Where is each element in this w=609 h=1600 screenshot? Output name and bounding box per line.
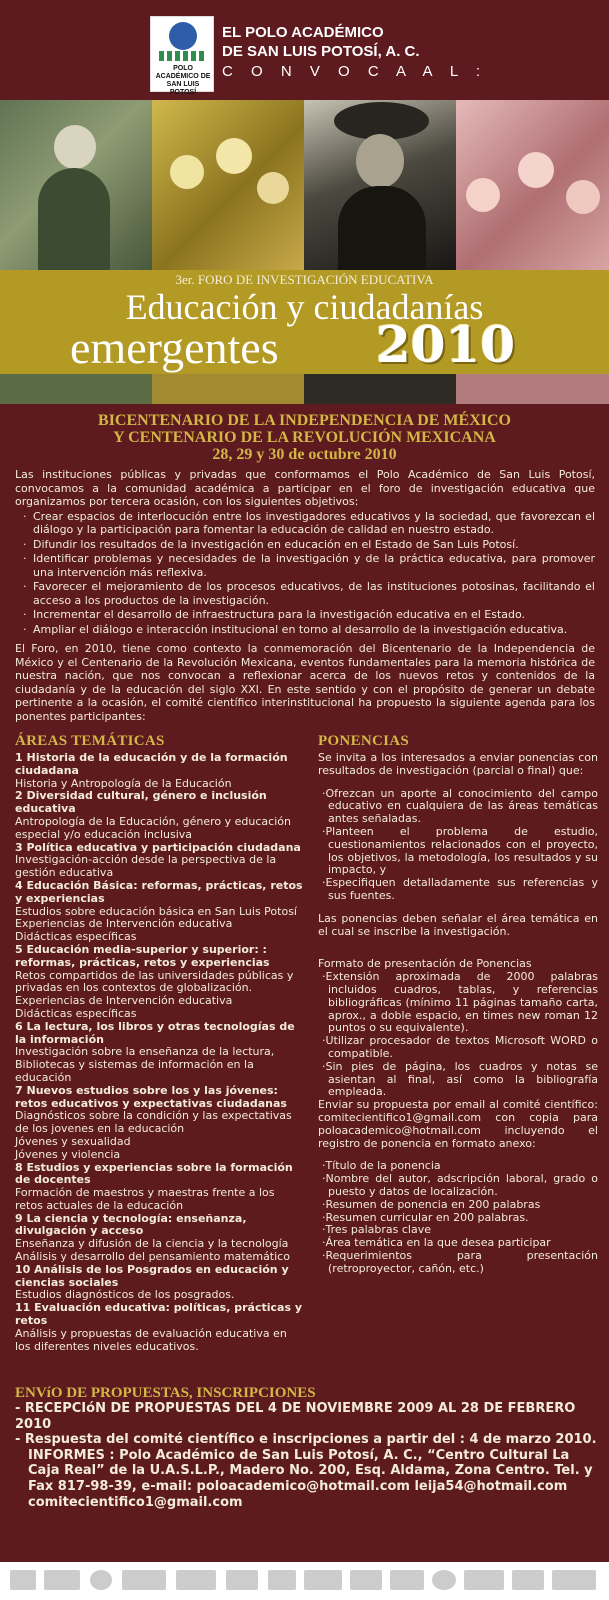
registro-text: Resumen curricular en 200 palabras. — [325, 1210, 529, 1224]
logo-circle-icon — [169, 22, 197, 50]
area-heading: 4 Educación Básica: reformas, prácticas, retos y experiencias — [15, 878, 303, 905]
photo-historic-figure — [0, 100, 152, 270]
formato-item: ·Utilizar procesador de textos Microsoft WORD o compatible. — [322, 1034, 598, 1060]
area-heading: 1 Historia de la educación y de la formación ciudadana — [15, 751, 288, 777]
area-heading: 11 Evaluación educativa: políticas, prácticas y retos — [15, 1301, 302, 1328]
area-subtopic: Enseñanza y difusión de la ciencia y la tecnología — [15, 1237, 289, 1251]
title-year: 2010 — [376, 315, 516, 374]
formato-text: Sin pies de página, los cuadros y notas se asientan al final, así como la bibliografía empleada. — [325, 1059, 598, 1099]
ponencias-title: PONENCIAS — [318, 733, 410, 749]
areas-title: ÁREAS TEMÁTICAS — [15, 733, 165, 749]
requirement-text: Ofrezcan un aporte al conocimiento del campo educativo en cualquiera de las áreas temáticas antes señaladas. — [325, 786, 598, 826]
objective-item: · Crear espacios de interlocución entre los investigadores educativos y la sociedad, que favorezcan el diálogo y la participación para fomentar la educación de calidad en nuestro estado. — [23, 510, 595, 537]
event-dates: 28, 29 y 30 de octubre 2010 — [212, 446, 397, 463]
sponsor-logo — [122, 1570, 166, 1590]
ponencia-requirement: ·Especifiquen detalladamente sus referencias y sus fuentes. — [322, 876, 598, 902]
area-heading: 7 Nuevos estudios sobre los y las jóvenes: retos educativos y expectativas ciudadanas — [15, 1083, 287, 1110]
intro-paragraph: Las instituciones públicas y privadas que conformamos el Polo Académico de San Luis Potosí, convocamos a la comunidad académica a participar en el foro de investigación educativa que organizamos por tercera ocasión, con los siguientes objetivos: — [15, 468, 595, 508]
logo-text: POLO ACADÉMICO DE SAN LUIS POTOSÍ — [155, 65, 211, 96]
sponsor-logo — [10, 1570, 36, 1590]
registro-text: Requerimientos para presentación (retroproyector, cañón, etc.) — [325, 1248, 598, 1275]
intro-section — [15, 468, 595, 723]
area-subtopic: Estudios diagnósticos de los posgrados. — [15, 1288, 235, 1302]
sponsor-logos-strip — [0, 1562, 609, 1600]
ponencia-requirement: ·Planteen el problema de estudio, cuestionamientos relacionados con el proyecto, los objetivos, la metodología, los resultados y su impacto, y — [322, 824, 598, 877]
area-subtopic: Experiencias de Intervención educativa — [15, 994, 233, 1008]
area-subtopic: Investigación sobre la enseñanza de la lectura, Bibliotecas y sistemas de información en la educación — [15, 1045, 275, 1084]
formato-item: ·Sin pies de página, los cuadros y notas se asientan al final, así como la bibliografía empleada. — [322, 1059, 598, 1099]
main-title-line-2: emergentes — [70, 322, 279, 373]
area-subtopic: Estudios sobre educación básica en San Luis Potosí — [15, 904, 297, 918]
polo-academico-logo — [150, 16, 214, 96]
envio-title: ENVíO DE PROPUESTAS, INSCRIPCIONES — [15, 1385, 316, 1401]
context-paragraph: El Foro, en 2010, tiene como contexto la conmemoración del Bicentenario de la Independencia de México y el Centenario de la Revolución Mexicana, eventos fundamentales para la memoria histórica de nuestra nación, que nos convocan a reflexionar acerca de los nuevos retos y contenidos de la ciudadanía y de la educación del siglo XXI. En este sentido y con el propósito de generar un debate pertinente a la ocasión, el comité científico interinstitucional ha propuesto la siguiente agenda para los ponentes participantes: — [15, 642, 595, 723]
registro-text: Título de la ponencia — [325, 1159, 441, 1173]
formato-item: ·Extensión aproximada de 2000 palabras incluidos cuadros, tablas, y referencias bibliográficas (mínimo 11 páginas tamaño carta, aprox., a doble espacio, en times new roman 12 puntos o su equivalente). — [322, 970, 598, 1035]
requirement-text: Especifiquen detalladamente sus referencias y sus fuentes. — [325, 876, 598, 902]
bicentenario-heading — [0, 412, 609, 463]
sponsor-logo — [552, 1570, 596, 1590]
sponsor-logo — [390, 1570, 424, 1590]
registro-text: Nombre del autor, adscripción laboral, grado o puesto y datos de localización. — [325, 1172, 598, 1198]
recepcion-line: - RECEPCIóN DE PROPUESTAS DEL 4 DE NOVIEMBRE 2009 AL 28 DE FEBRERO 2010 — [15, 1401, 576, 1432]
bicentenario-line-1: BICENTENARIO DE LA INDEPENDENCIA DE MÉXICO — [98, 412, 511, 429]
sponsor-logo — [432, 1570, 456, 1590]
sponsor-logo — [44, 1570, 80, 1590]
org-line-1: EL POLO ACADÉMICO — [222, 24, 384, 41]
sponsor-logo — [464, 1570, 504, 1590]
registro-item: ·Título de la ponencia — [322, 1159, 441, 1173]
photo-collage — [0, 100, 609, 270]
sponsor-logo — [350, 1570, 382, 1590]
registro-text: Resumen de ponencia en 200 palabras — [325, 1197, 541, 1211]
objectives-list — [15, 510, 595, 637]
area-heading: 3 Política educativa y participación ciudadana — [15, 840, 301, 854]
logo-bars-icon — [159, 51, 207, 61]
sponsor-logo — [90, 1570, 112, 1590]
objective-item: · Ampliar el diálogo e interacción institucional en torno al desarrollo de la investigación educativa. — [23, 623, 595, 637]
informes-line: INFORMES : Polo Académico de San Luis Potosí, A. C., “Centro Cultural La Caja Real” de la U.A.S.L.P., Madero No. 200, Esq. Aldama, Zona Centro. Tel. y Fax 817-98-39, e-mail: poloacademico@hotmail.com leija54@hotmail.com comitecientifico1@gmail.com — [28, 1447, 593, 1510]
area-heading: 2 Diversidad cultural, género e inclusión educativa — [15, 789, 267, 816]
convoca-line: C O N V O C A A L : — [222, 63, 487, 80]
area-subtopic: Didácticas específicas — [15, 930, 137, 944]
sponsor-logo — [226, 1570, 258, 1590]
area-heading: 5 Educación media-superior y superior: : reformas, prácticas, retos y experiencias — [15, 942, 270, 969]
registro-item: ·Requerimientos para presentación (retroproyector, cañón, etc.) — [322, 1248, 598, 1275]
sponsor-logo — [512, 1570, 544, 1590]
photo-children — [456, 100, 609, 270]
ponencia-requirement: ·Ofrezcan un aporte al conocimiento del campo educativo en cualquiera de las áreas temáticas antes señaladas. — [322, 786, 598, 826]
area-heading: 8 Estudios y experiencias sobre la formación de docentes — [15, 1160, 293, 1187]
registro-item: ·Área temática en la que desea participar — [322, 1236, 551, 1250]
area-subtopic: Experiencias de Intervención educativa — [15, 917, 233, 931]
area-subtopic: Formación de maestros y maestras frente a los retos actuales de la educación — [15, 1186, 275, 1212]
area-subtopic: Retos compartidos de las universidades públicas y privadas en los contextos de globalización. — [15, 968, 294, 995]
area-subtopic: Jóvenes y sexualidad — [15, 1134, 131, 1148]
area-subtopic: Historia y Antropología de la Educación — [15, 776, 232, 790]
area-subtopic: Análisis y propuestas de evaluación educativa en los diferentes niveles educativos. — [15, 1326, 287, 1353]
photo-revolutionary — [304, 100, 456, 270]
org-line-2: DE SAN LUIS POTOSÍ, A. C. — [222, 43, 420, 60]
area-subtopic: Jóvenes y violencia — [15, 1147, 121, 1161]
envio-section — [15, 1401, 598, 1510]
registro-item: ·Nombre del autor, adscripción laboral, grado o puesto y datos de localización. — [322, 1172, 598, 1198]
header — [0, 0, 609, 100]
formato-text: Extensión aproximada de 2000 palabras incluidos cuadros, tablas, y referencias bibliográficas (mínimo 11 páginas tamaño carta, aprox., a doble espacio, en times new roman 12 puntos o su equivalente). — [325, 970, 598, 1035]
area-subtopic: Análisis y desarrollo del pensamiento matemático — [15, 1250, 290, 1264]
photo-crowd — [152, 100, 304, 270]
objective-item: · Identificar problemas y necesidades de la investigación y de la práctica educativa, para promover una intervención más reflexiva. — [23, 552, 595, 579]
registro-text: Área temática en la que desea participar — [325, 1236, 551, 1250]
ponencias-section — [318, 752, 598, 1275]
formato-text: Utilizar procesador de textos Microsoft WORD o compatible. — [325, 1034, 598, 1060]
area-heading: 9 La ciencia y tecnología: enseñanza, divulgación y acceso — [15, 1211, 247, 1238]
foro-subtitle: 3er. FORO DE INVESTIGACIÓN EDUCATIVA — [175, 272, 434, 287]
bicentenario-line-2: Y CENTENARIO DE LA REVOLUCIÓN MEXICANA — [113, 429, 496, 446]
objective-item: · Incrementar el desarrollo de infraestructura para la investigación educativa en el Estado. — [23, 608, 595, 622]
registro-text: Tres palabras clave — [325, 1223, 431, 1237]
areas-list — [15, 752, 305, 1353]
requirement-text: Planteen el problema de estudio, cuestionamientos relacionados con el proyecto, los objetivos, la metodología, los resultados y su impacto, y — [325, 824, 598, 877]
sponsor-logo — [268, 1570, 296, 1590]
registro-item: ·Resumen curricular en 200 palabras. — [322, 1210, 529, 1224]
objective-item: · Difundir los resultados de la investigación en educación en el Estado de San Luis Potosí. — [23, 538, 595, 552]
objective-item: · Favorecer el mejoramiento de los procesos educativos, de las instituciones potosinas, facilitando el acceso a los productos de la investigación. — [23, 580, 595, 607]
respuesta-line: - Respuesta del comité científico e inscripciones a partir del : 4 de marzo 2010. — [15, 1432, 597, 1448]
formato-title: Formato de presentación de Ponencias — [318, 957, 532, 971]
registro-item: ·Tres palabras clave — [322, 1223, 431, 1237]
registro-item: ·Resumen de ponencia en 200 palabras — [322, 1197, 541, 1211]
sponsor-logo — [304, 1570, 342, 1590]
sponsor-logo — [176, 1570, 216, 1590]
area-subtopic: Didácticas específicas — [15, 1006, 137, 1020]
envio-instructions: Enviar su propuesta por email al comité científico: comitecientifico1@gmail.com con copia para poloacademico@hotmail.com incluyendo el registro de ponencia en formato anexo: — [318, 1098, 598, 1150]
area-subtopic: Investigación-acción desde la perspectiva de la gestión educativa — [15, 853, 277, 880]
ponencias-intro: Se invita a los interesados a enviar ponencias con resultados de investigación (parcial o final) que: — [318, 751, 598, 777]
photo-strip-bottom — [0, 374, 609, 404]
ponencias-note: Las ponencias deben señalar el área temática en el cual se inscribe la investigación. — [318, 911, 598, 938]
area-subtopic: Antropología de la Educación, género y educación especial y/o educación inclusiva — [15, 814, 291, 841]
area-subtopic: Diagnósticos sobre la condición y las expectativas de los jovenes en la educación — [15, 1109, 292, 1136]
area-heading: 6 La lectura, los libros y otras tecnologías de la información — [15, 1019, 295, 1046]
area-heading: 10 Análisis de los Posgrados en educación y ciencias sociales — [15, 1262, 289, 1289]
main-title-line-1: Educación y ciudadanías — [125, 287, 484, 327]
